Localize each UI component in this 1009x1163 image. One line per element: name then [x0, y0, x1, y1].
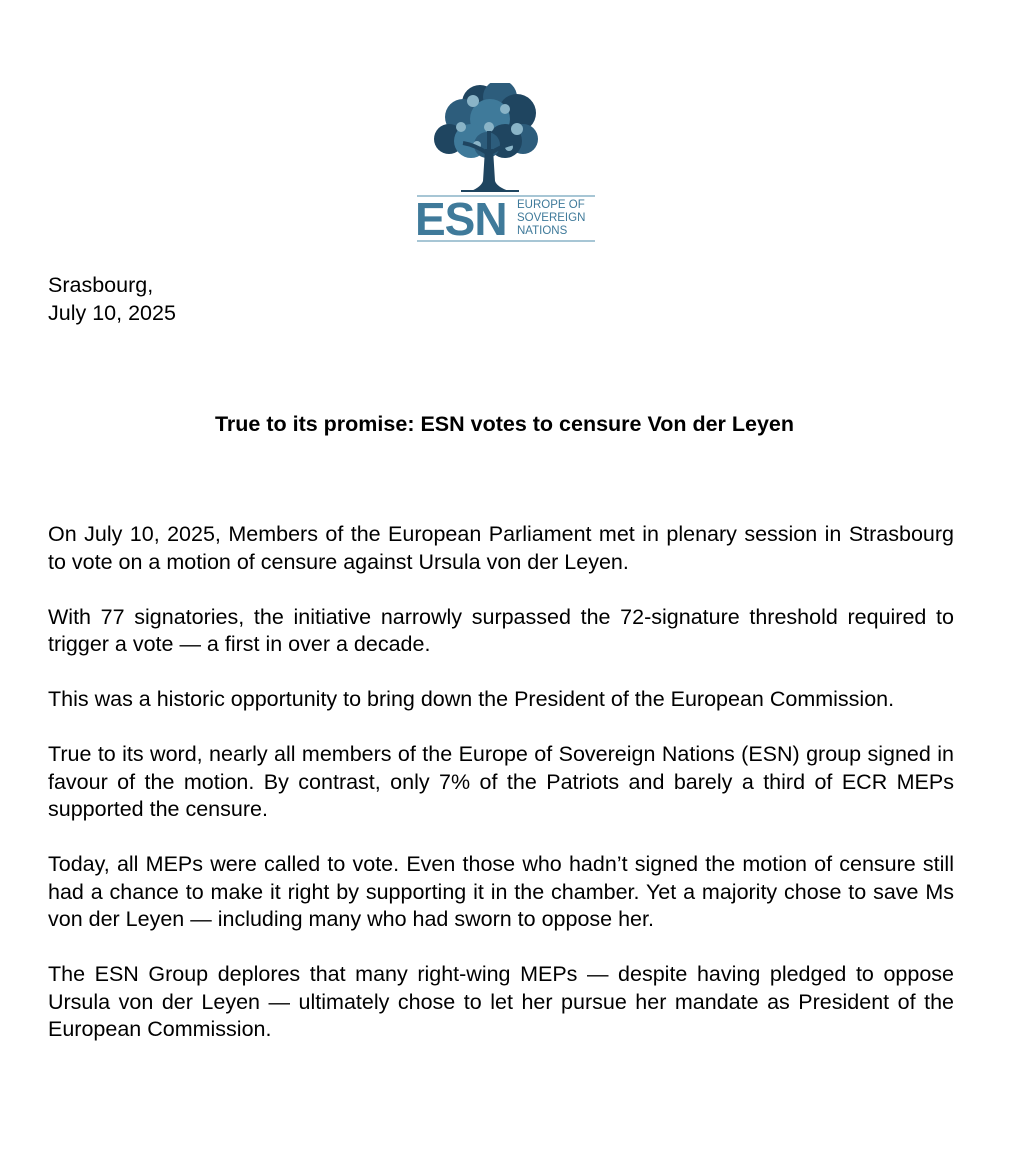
tree-icon — [434, 83, 538, 191]
paragraph-2: With 77 signatories, the initiative narrowly surpassed the 72-signature threshold required to trigger a vote — a first in over a decade. — [48, 604, 954, 656]
logo-line-2: SOVEREIGN — [517, 212, 586, 224]
headline: True to its promise: ESN votes to censure Von der Leyen — [214, 412, 795, 436]
date: July 10, 2025 — [48, 300, 176, 325]
logo-line-3: NATIONS — [517, 225, 568, 237]
paragraph-4: True to its word, nearly all members of the Europe of Sovereign Nations (ESN) group signed in favour of the motion. By contrast, only 7% of the Patriots and barely a third of ECR MEPs supported the censure. — [48, 742, 954, 821]
logo-line-1: EUROPE OF — [517, 199, 585, 211]
paragraph-6: The ESN Group deplores that many right-wing MEPs — despite having pledged to oppose Ursula von der Leyen — ultimately chose to let her pursue her mandate as President of the European Commission. — [48, 962, 954, 1041]
press-release-body — [48, 521, 954, 1071]
paragraph-1: On July 10, 2025, Members of the European Parliament met in plenary session in Strasbourg to vote on a motion of censure against Ursula von der Leyen. — [48, 522, 954, 574]
place: Srasbourg, — [48, 273, 154, 297]
logo-acronym: ESN — [415, 193, 507, 245]
paragraph-5: Today, all MEPs were called to vote. Even those who hadn’t signed the motion of censure still had a chance to make it right by supporting it in the chamber. Yet a majority chose to save Ms von der Leyen — including many who had sworn to oppose her. — [48, 852, 954, 931]
paragraph-3: This was a historic opportunity to bring down the President of the European Commission. — [48, 687, 895, 711]
esn-logo — [405, 83, 605, 245]
dateline — [48, 272, 176, 327]
